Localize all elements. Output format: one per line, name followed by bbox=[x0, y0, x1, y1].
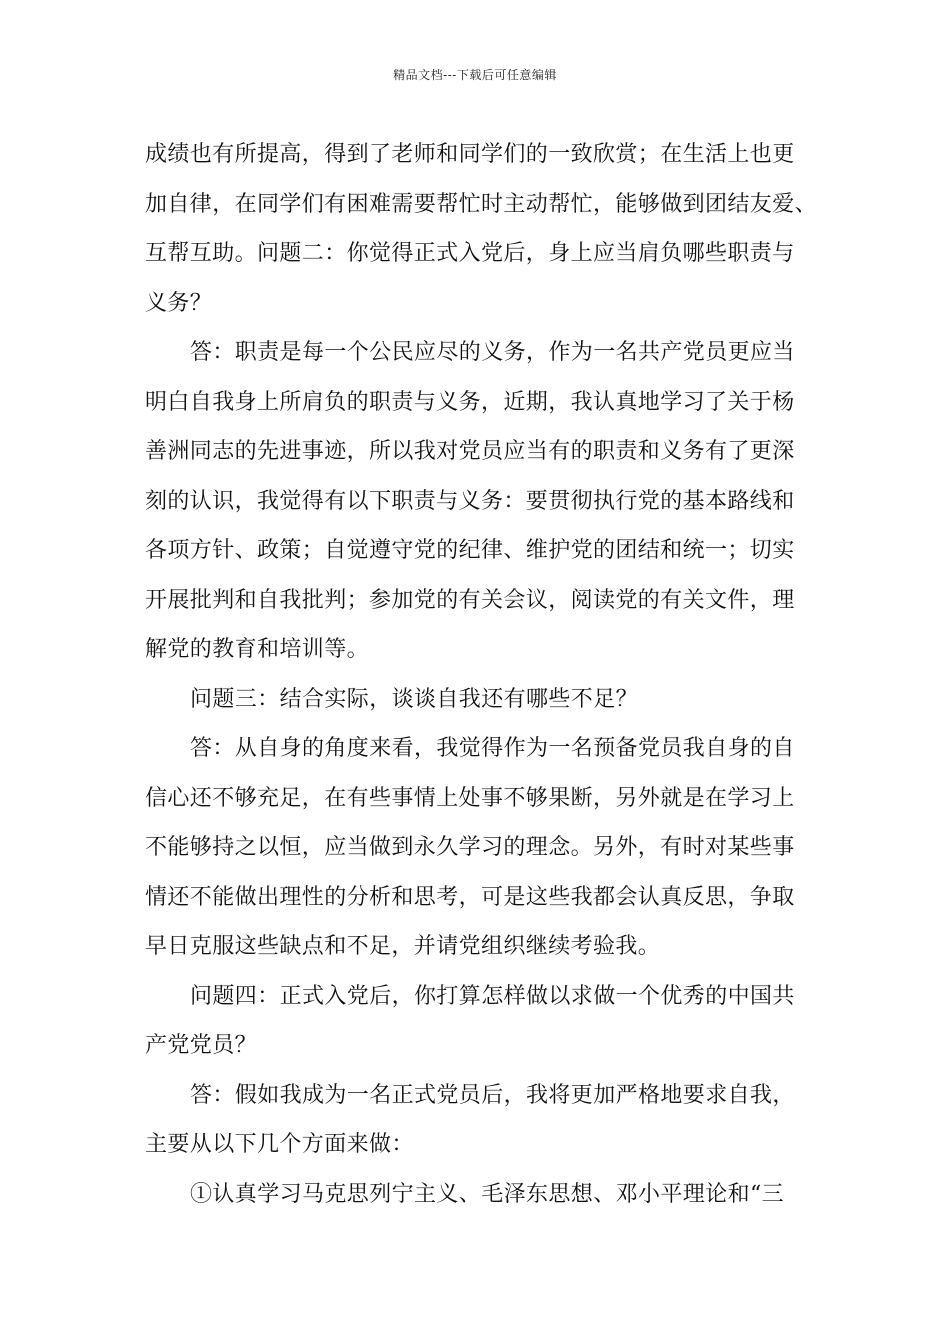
document-body bbox=[145, 130, 818, 1219]
body-line: 加自律，在同学们有困难需要帮忙时主动帮忙，能够做到团结友爱、 bbox=[145, 191, 818, 217]
page-header: 精品文档---下载后可任意编辑 bbox=[393, 68, 557, 82]
body-line: 各项方针、政策；自觉遵守党的纪律、维护党的团结和统一；切实 bbox=[145, 538, 795, 563]
body-line: 主要从以下几个方面来做： bbox=[145, 1132, 414, 1157]
body-line: 信心还不够充足，在有些事情上处事不够果断，另外就是在学习上 bbox=[145, 785, 795, 811]
body-line: 情还不能做出理性的分析和思考，可是这些我都会认真反思，争取 bbox=[145, 884, 795, 910]
body-line: 解党的教育和培训等。 bbox=[145, 637, 370, 662]
body-line: 明白自我身上所肩负的职责与义务，近期，我认真地学习了关于杨 bbox=[145, 389, 795, 415]
body-line: 不能够持之以恒，应当做到永久学习的理念。另外，有时对某些事 bbox=[145, 835, 795, 860]
body-line: 互帮互助。问题二：你觉得正式入党后，身上应当肩负哪些职责与 bbox=[145, 241, 795, 266]
body-line: 问题三：结合实际，谈谈自我还有哪些不足？ bbox=[190, 686, 639, 712]
body-line: 开展批判和自我批判；参加党的有关会议，阅读党的有关文件，理 bbox=[145, 587, 795, 613]
body-line: 刻的认识，我觉得有以下职责与义务：要贯彻执行党的基本路线和 bbox=[145, 488, 795, 514]
body-line: 答：职责是每一个公民应尽的义务，作为一名共产党员更应当 bbox=[190, 340, 795, 365]
body-line: 答：从自身的角度来看，我觉得作为一名预备党员我自身的自 bbox=[190, 736, 795, 761]
body-line: 产党党员？ bbox=[145, 1033, 258, 1058]
body-line: 问题四：正式入党后，你打算怎样做以求做一个优秀的中国共 bbox=[190, 983, 795, 1009]
body-line: 答：假如我成为一名正式党员后，我将更加严格地要求自我， bbox=[190, 1082, 795, 1108]
body-line: ①认真学习马克思列宁主义、毛泽东思想、邓小平理论和“三 bbox=[190, 1181, 785, 1207]
body-line: 义务？ bbox=[145, 290, 213, 316]
body-line: 善洲同志的先进事迹，所以我对党员应当有的职责和义务有了更深 bbox=[145, 439, 795, 464]
body-line: 成绩也有所提高，得到了老师和同学们的一致欣赏；在生活上也更 bbox=[145, 142, 795, 167]
body-line: 早日克服这些缺点和不足，并请党组织继续考验我。 bbox=[145, 934, 661, 959]
